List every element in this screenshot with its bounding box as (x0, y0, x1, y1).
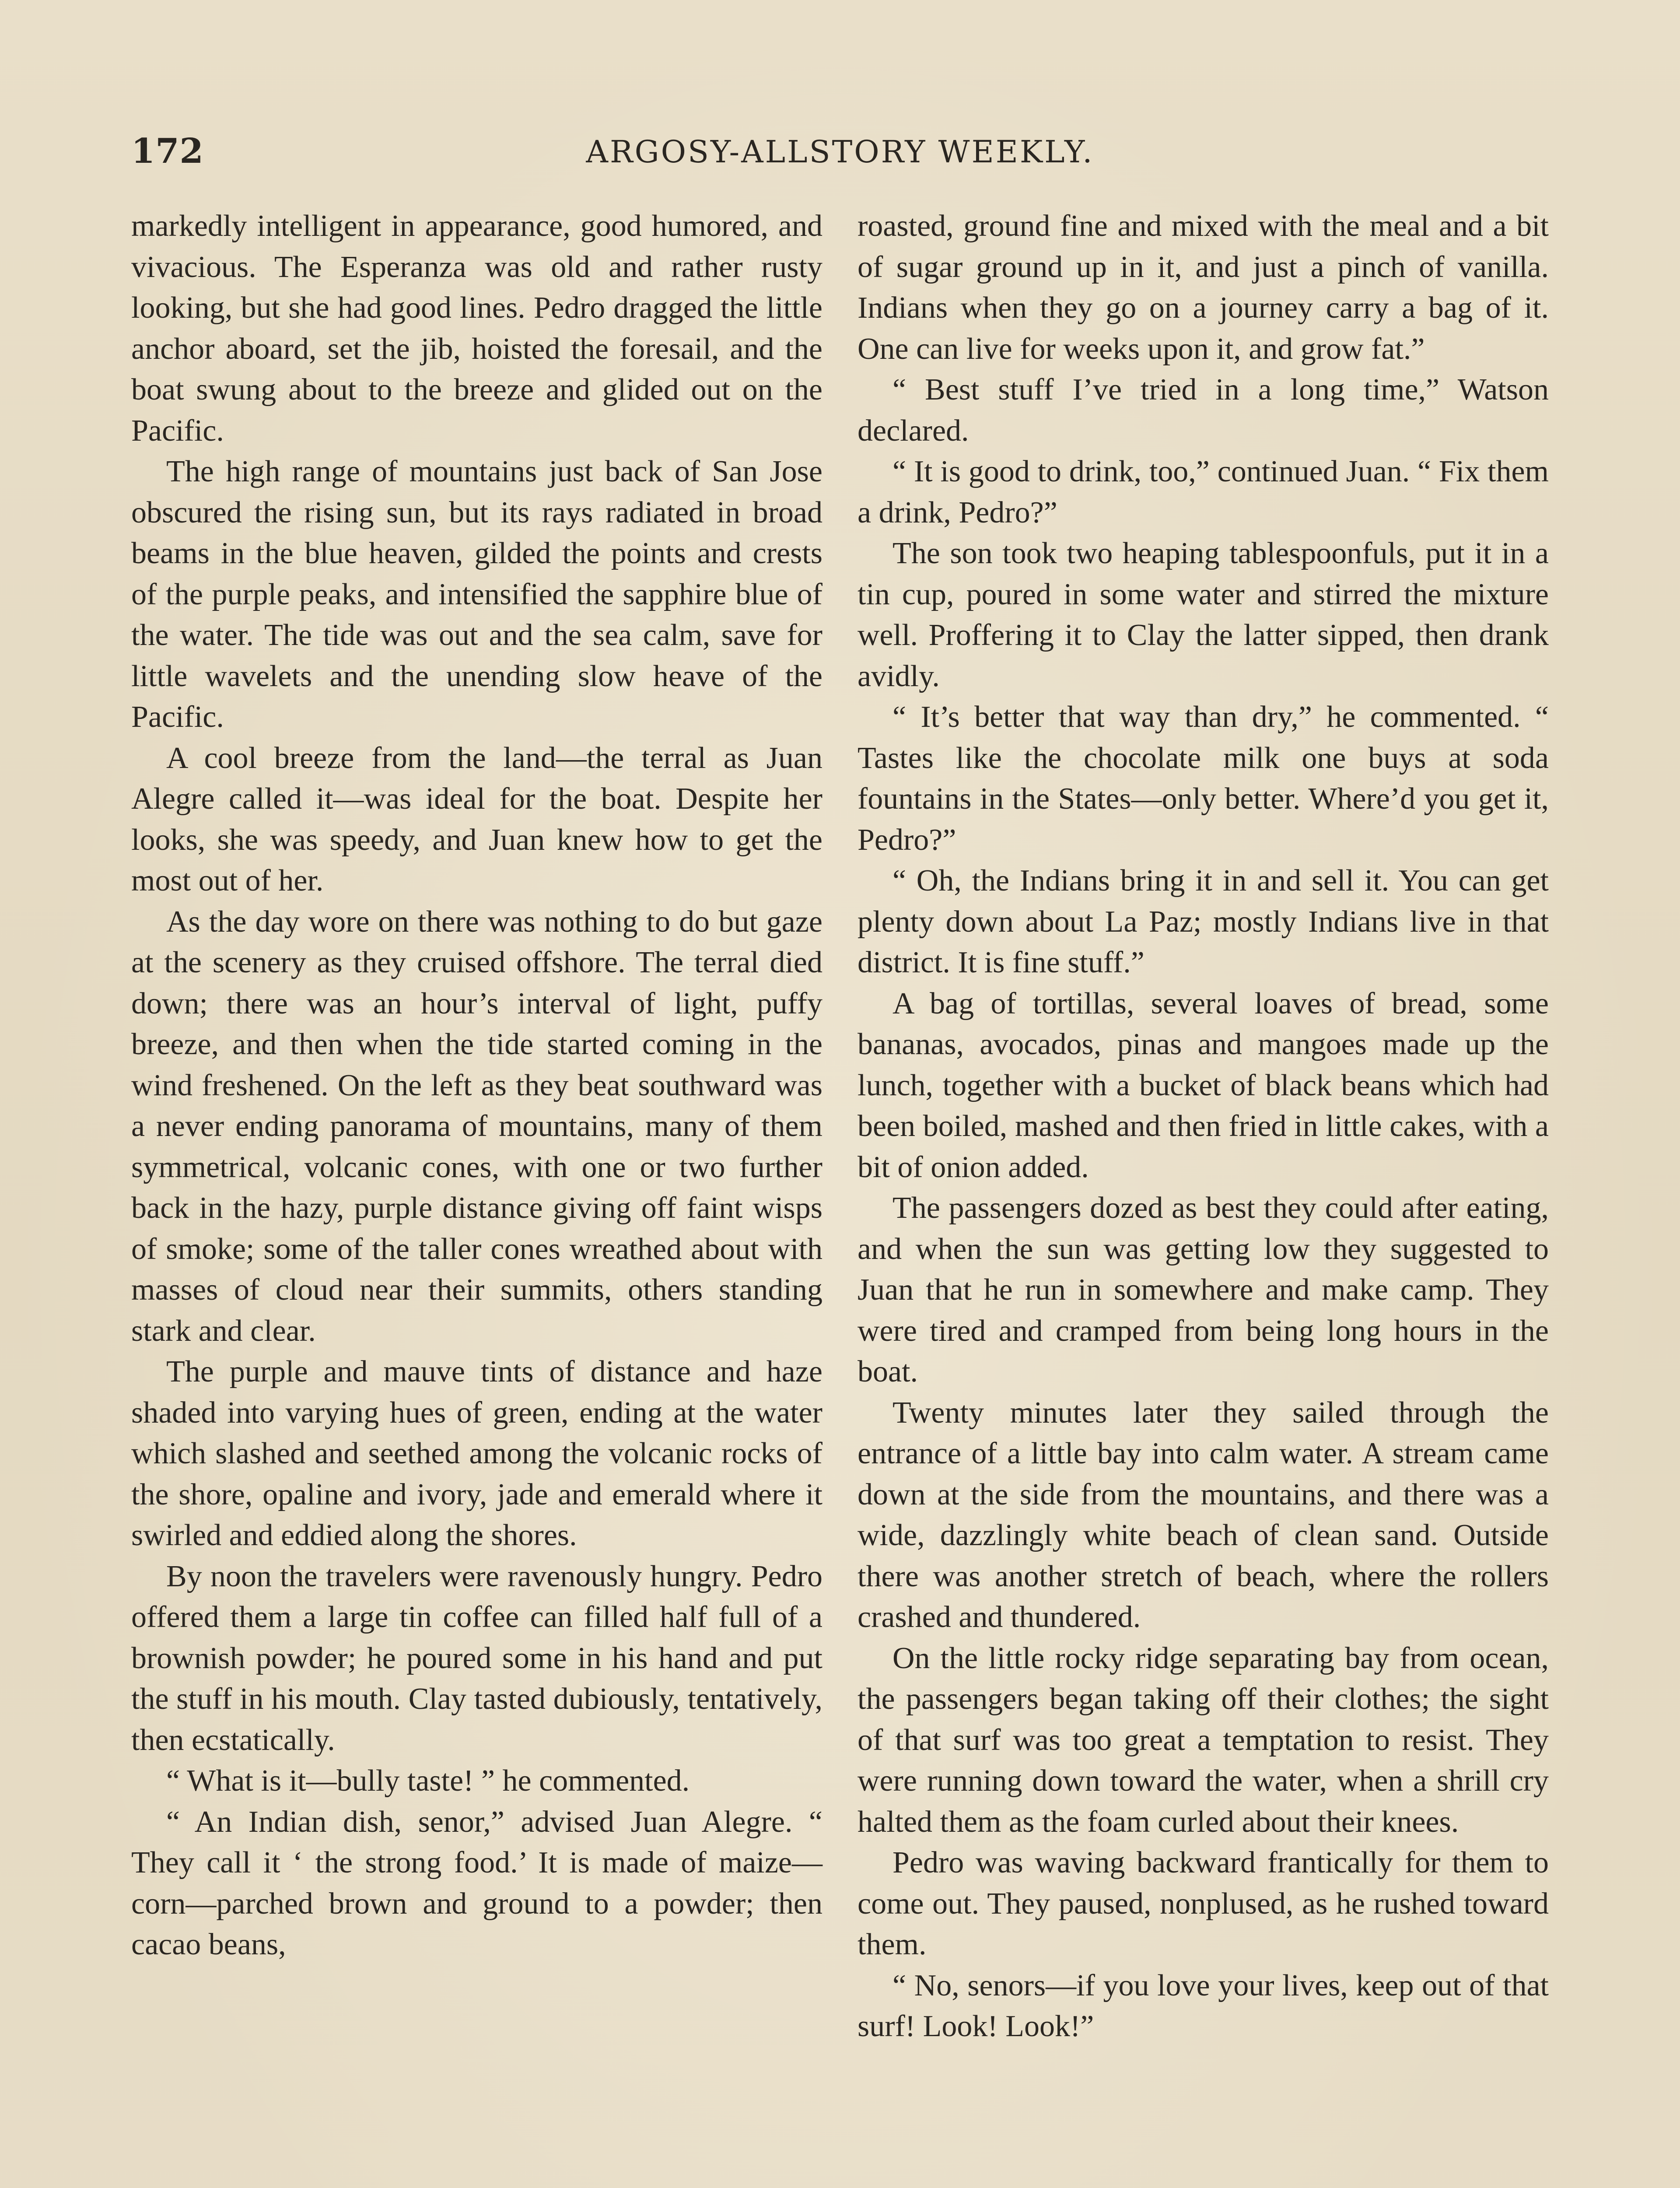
paragraph: As the day wore on there was nothing to do but gaze at the scenery as they cruised offshore. The terral died down; there was an hour’s interval of light, puffy breeze, and then when the tide started coming in the wind freshened. On the left as they beat southward was a never ending panorama of mountains, many of them symmetrical, volcanic cones, with one or two further back in the hazy, purple distance giving off faint wisps of smoke; some of the taller cones wreathed about with masses of cloud near their summits, others standing stark and clear. (131, 905, 822, 1348)
paragraph: On the little rocky ridge separating bay from ocean, the passengers began taking off their clothes; the sight of that surf was too great a temptation to resist. They were running down toward the water, when a shrill cry halted them as the foam curled about their knees. (858, 1641, 1549, 1839)
paragraph: “ No, senors—if you love your lives, keep out of that surf! Look! Look!” (858, 1968, 1549, 2043)
paragraph: “ An Indian dish, senor,” advised Juan Alegre. “ They call it ‘ the strong food.’ It is made of maize—corn—parched brown and ground to a powder; then cacao beans, (131, 1805, 822, 1961)
paragraph: “ Oh, the Indians bring it in and sell it. You can get plenty down about La Paz; mostly Indians live in that district. It is fine stuff.” (858, 864, 1549, 979)
paragraph: Pedro was waving backward frantically for them to come out. They paused, nonplused, as he rushed toward them. (858, 1846, 1549, 1961)
page-number: 172 (131, 131, 204, 171)
paragraph: Twenty minutes later they sailed through the entrance of a little bay into calm water. A stream came down at the side from the mountains, and there was a wide, dazzlingly white beach of clean sand. Outside there was another stretch of beach, where the rollers crashed and thundered. (858, 1396, 1549, 1634)
paragraph: A bag of tortillas, several loaves of bread, some bananas, avocados, pinas and mangoes made up the lunch, together with a bucket of black beans which had been boiled, mashed and then fried in little cakes, with a bit of onion added. (858, 986, 1549, 1184)
paragraph: By noon the travelers were ravenously hungry. Pedro offered them a large tin coffee can filled half full of a brownish powder; he poured some in his hand and put the stuff in his mouth. Clay tasted dubiously, tentatively, then ecstatically. (131, 1559, 822, 1757)
running-title: ARGOSY-ALLSTORY WEEKLY. (586, 134, 1094, 170)
paragraph: “ It is good to drink, too,” continued Juan. “ Fix them a drink, Pedro?” (858, 455, 1549, 529)
paragraph: “ Best stuff I’ve tried in a long time,” Watson declared. (858, 373, 1549, 448)
paragraph: A cool breeze from the land—the terral as Juan Alegre called it—was ideal for the boat. Despite her looks, she was speedy, and Juan knew how to get the most out of her. (131, 741, 822, 898)
page-header (131, 131, 1549, 179)
paragraph: “ What is it—bully taste! ” he commented. (166, 1764, 690, 1798)
paragraph: The purple and mauve tints of distance and haze shaded into varying hues of green, ending at the water which slashed and seethed among the volcanic rocks of the shore, opaline and ivory, jade and emerald where it swirled and eddied along the shores. (131, 1355, 822, 1552)
paragraph: The high range of mountains just back of San Jose obscured the rising sun, but its rays radiated in broad beams in the blue heaven, gilded the points and crests of the purple peaks, and intensified the sapphire blue of the water. The tide was out and the sea calm, save for little wavelets and the unending slow heave of the Pacific. (131, 455, 822, 734)
left-column (131, 206, 822, 1965)
paragraph: “ It’s better that way than dry,” he commented. “ Tastes like the chocolate milk one buys at soda fountains in the States—only better. Where’d you get it, Pedro?” (858, 700, 1549, 857)
right-column (858, 206, 1549, 2047)
paragraph: The son took two heaping tablespoonfuls, put it in a tin cup, poured in some water and stirred the mixture well. Proffering it to Clay the latter sipped, then drank avidly. (858, 536, 1549, 693)
paragraph: The passengers dozed as best they could after eating, and when the sun was getting low they suggested to Juan that he run in somewhere and make camp. They were tired and cramped from being long hours in the boat. (858, 1191, 1549, 1389)
paragraph: roasted, ground fine and mixed with the meal and a bit of sugar ground up in it, and just a pinch of vanilla. Indians when they go on a journey carry a bag of it. One can live for weeks upon it, and grow fat.” (858, 209, 1549, 366)
paragraph: markedly intelligent in appearance, good humored, and vivacious. The Esperanza was old and rather rusty looking, but she had good lines. Pedro dragged the little anchor aboard, set the jib, hoisted the foresail, and the boat swung about to the breeze and glided out on the Pacific. (131, 209, 822, 448)
